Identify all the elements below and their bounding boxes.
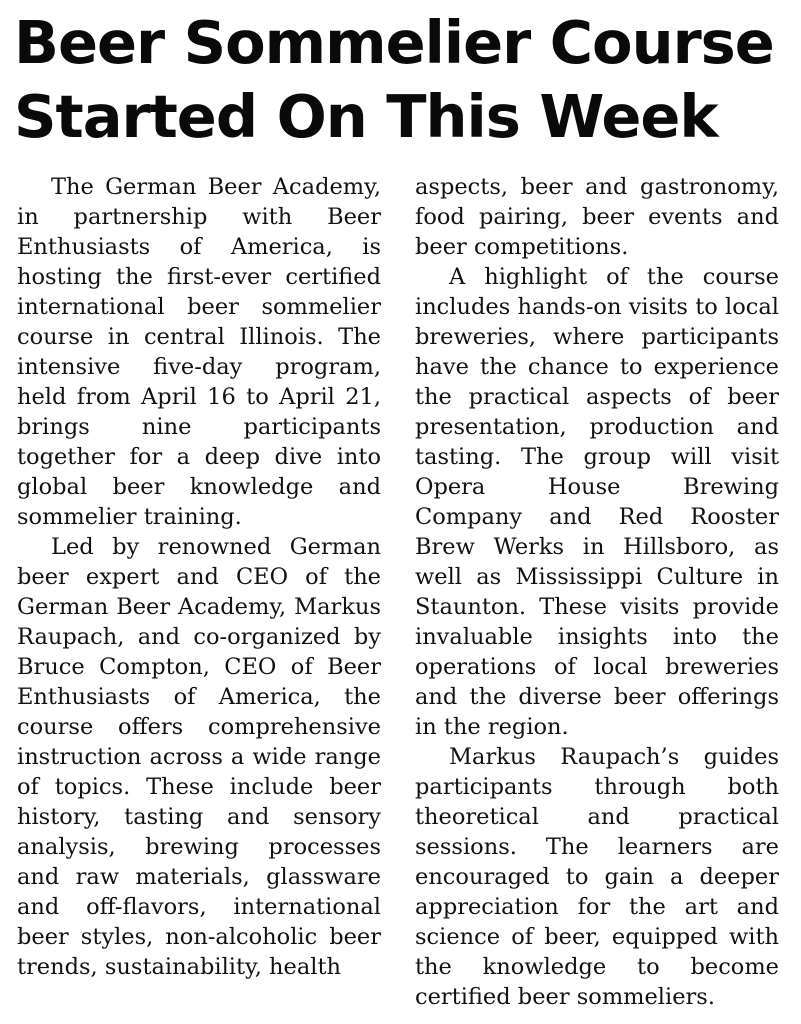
headline-line-1: Beer Sommelier Course <box>14 8 774 77</box>
paragraph-1: The German Beer Academy, in partnership with Beer Enthusiasts of America, is hosting the first-ever certified international beer sommelier course in central Illinois. The intensive five-day program, held from April 16 to April 21, brings nine participants together for a deep dive into global beer knowledge and sommelier training. <box>17 174 381 530</box>
paragraph-2: Led by renowned German beer expert and CEO of the German Beer Academy, Markus Raupach, and co-organized by Bruce Compton, CEO of Beer Enthusiasts of America, the course offers comprehensive instruction across a wide range of topics. These include beer history, tasting and sensory analysis, brewing processes and raw materials, glassware and off-flavors, international beer styles, non-alcoholic beer trends, sustainability, health <box>17 534 381 980</box>
paragraph-4: Markus Raupach’s guides participants through both theoretical and practical sessions. The learners are encouraged to gain a deeper appreciation for the art and science of beer, equipped with the knowledge to become certified beer sommeliers. <box>415 744 779 1010</box>
headline-line-2: Started On This Week <box>14 82 718 151</box>
headline <box>14 6 794 154</box>
paragraph-3: A highlight of the course includes hands-on visits to local breweries, where participants have the chance to experience the practical aspects of beer presentation, production and tasting. The group will visit Opera House Brewing Company and Red Rooster Brew Werks in Hillsboro, as well as Mississippi Culture in Staunton. These visits provide invaluable insights into the operations of local breweries and the diverse beer offerings in the region. <box>415 264 779 740</box>
right-column <box>415 172 779 1012</box>
paragraph-2-continued: aspects, beer and gastronomy, food pairing, beer events and beer competitions. <box>415 174 779 260</box>
left-column <box>17 172 381 982</box>
